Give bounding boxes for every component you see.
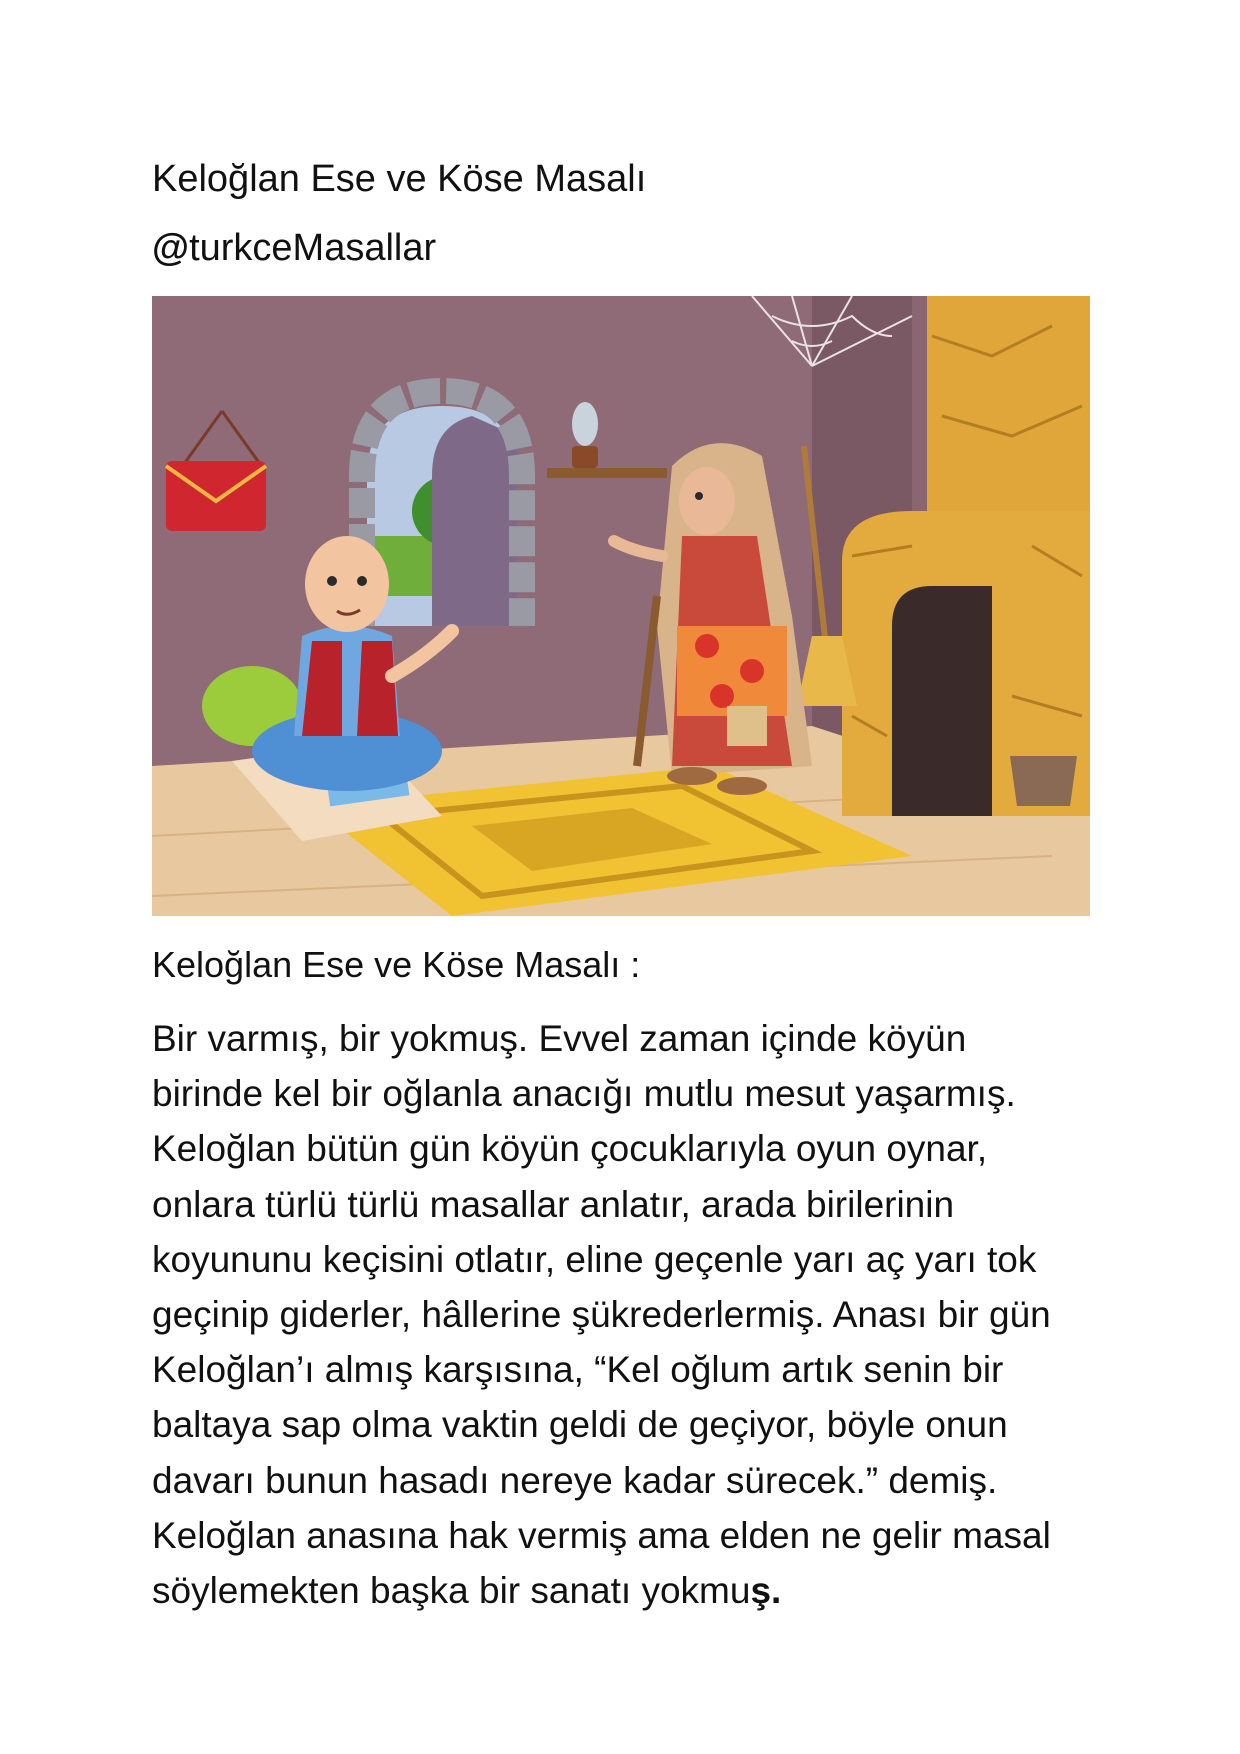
story-line: Bir varmış, bir yokmuş. Evvel zaman içinde köyün — [152, 1018, 967, 1059]
story-final-mark: ş. — [750, 1570, 782, 1612]
story-line-text: söylemekten başka bir sanatı yokmu — [152, 1570, 751, 1612]
story-line: Keloğlan bütün gün köyün çocuklarıyla oyun oynar, — [152, 1128, 988, 1170]
handle-at-sign: @ — [152, 227, 190, 269]
story-paragraph — [152, 1011, 1092, 1618]
story-heading: Keloğlan Ese ve Köse Masalı : — [152, 944, 641, 985]
storybook-illustration-icon — [152, 296, 1090, 916]
story-line: baltaya sap olma vaktin geldi de geçiyor, böyle onun — [152, 1404, 1008, 1446]
handle-name: turkceMasallar — [189, 227, 437, 269]
story-line: geçinip giderler, hâllerine şükrederlermiş. Anası bir gün — [152, 1294, 1051, 1336]
author-handle — [152, 225, 436, 271]
story-line: koyununu keçisini otlatır, eline geçenle yarı aç yarı tok — [152, 1238, 1037, 1280]
story-illustration — [152, 296, 1090, 916]
story-line: birinde kel bir oğlanla anacığı mutlu mesut yaşarmış. — [152, 1073, 1016, 1115]
story-last-line — [152, 1563, 1092, 1618]
story-line: Keloğlan’ı almış karşısına, “Kel oğlum artık senin bir — [152, 1349, 1004, 1391]
story-line: onlara türlü türlü masallar anlatır, arada birilerinin — [152, 1183, 955, 1225]
story-line: Keloğlan anasına hak vermiş ama elden ne gelir masal — [152, 1514, 1051, 1556]
story-line: davarı bunun hasadı nereye kadar sürecek.” demiş. — [152, 1459, 998, 1501]
document-title: Keloğlan Ese ve Köse Masalı — [152, 158, 647, 200]
